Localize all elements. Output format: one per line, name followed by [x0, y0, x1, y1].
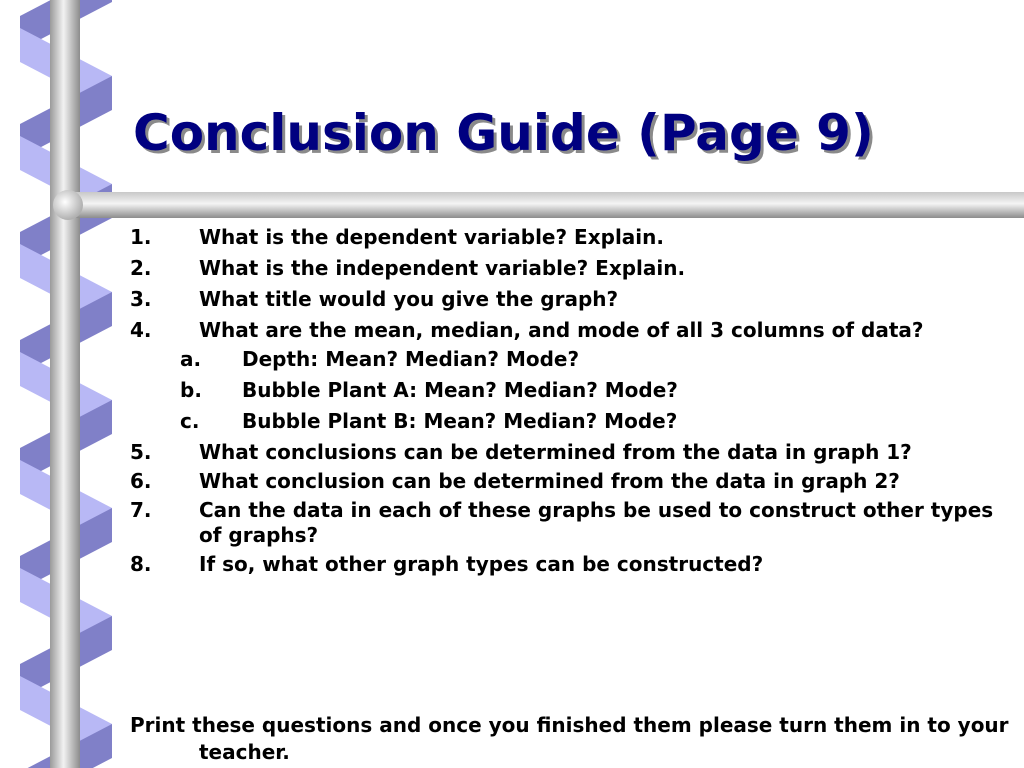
- subquestion-item: [180, 378, 1005, 403]
- subquestion-letter: c.: [180, 409, 200, 433]
- question-text: If so, what other graph types can be constructed?: [199, 552, 764, 576]
- question-number: 1.: [130, 225, 152, 249]
- footer-instruction: Print these questions and once you finished them please turn them in to your teacher.: [130, 713, 1009, 764]
- subquestion-item: [180, 347, 1005, 372]
- horizontal-bar: [66, 192, 1024, 218]
- question-item: [130, 225, 1005, 250]
- question-text: What title would you give the graph?: [199, 287, 619, 311]
- question-number: 6.: [130, 469, 152, 493]
- question-text: What are the mean, median, and mode of all 3 columns of data?: [199, 318, 924, 342]
- subquestion-item: [180, 409, 1005, 434]
- question-text: What conclusions can be determined from the data in graph 1?: [199, 440, 912, 464]
- subquestion-text: Bubble Plant A: Mean? Median? Mode?: [242, 378, 678, 402]
- question-item: [130, 440, 1005, 465]
- question-number: 5.: [130, 440, 152, 464]
- subquestion-text: Depth: Mean? Median? Mode?: [242, 347, 580, 371]
- question-number: 8.: [130, 552, 152, 576]
- question-text: What is the independent variable? Explain.: [199, 256, 686, 280]
- subquestion-letter: b.: [180, 378, 202, 402]
- question-list: [130, 225, 1005, 583]
- subquestion-letter: a.: [180, 347, 202, 371]
- question-number: 2.: [130, 256, 152, 280]
- question-item: [130, 318, 1005, 343]
- question-item: [130, 552, 1005, 577]
- question-number: 4.: [130, 318, 152, 342]
- question-item: [130, 287, 1005, 312]
- question-item: [130, 469, 1005, 494]
- question-number: 3.: [130, 287, 152, 311]
- question-text: Can the data in each of these graphs be used to construct other types of graphs?: [199, 498, 994, 547]
- question-text: What is the dependent variable? Explain.: [199, 225, 664, 249]
- question-number: 7.: [130, 498, 152, 522]
- question-item: [130, 256, 1005, 281]
- bar-joint-knob: [53, 190, 83, 220]
- question-item: [130, 498, 1005, 548]
- subquestion-text: Bubble Plant B: Mean? Median? Mode?: [242, 409, 678, 433]
- vertical-bar: [50, 0, 80, 768]
- question-text: What conclusion can be determined from the data in graph 2?: [199, 469, 900, 493]
- slide-title: Conclusion Guide (Page 9): [133, 104, 874, 162]
